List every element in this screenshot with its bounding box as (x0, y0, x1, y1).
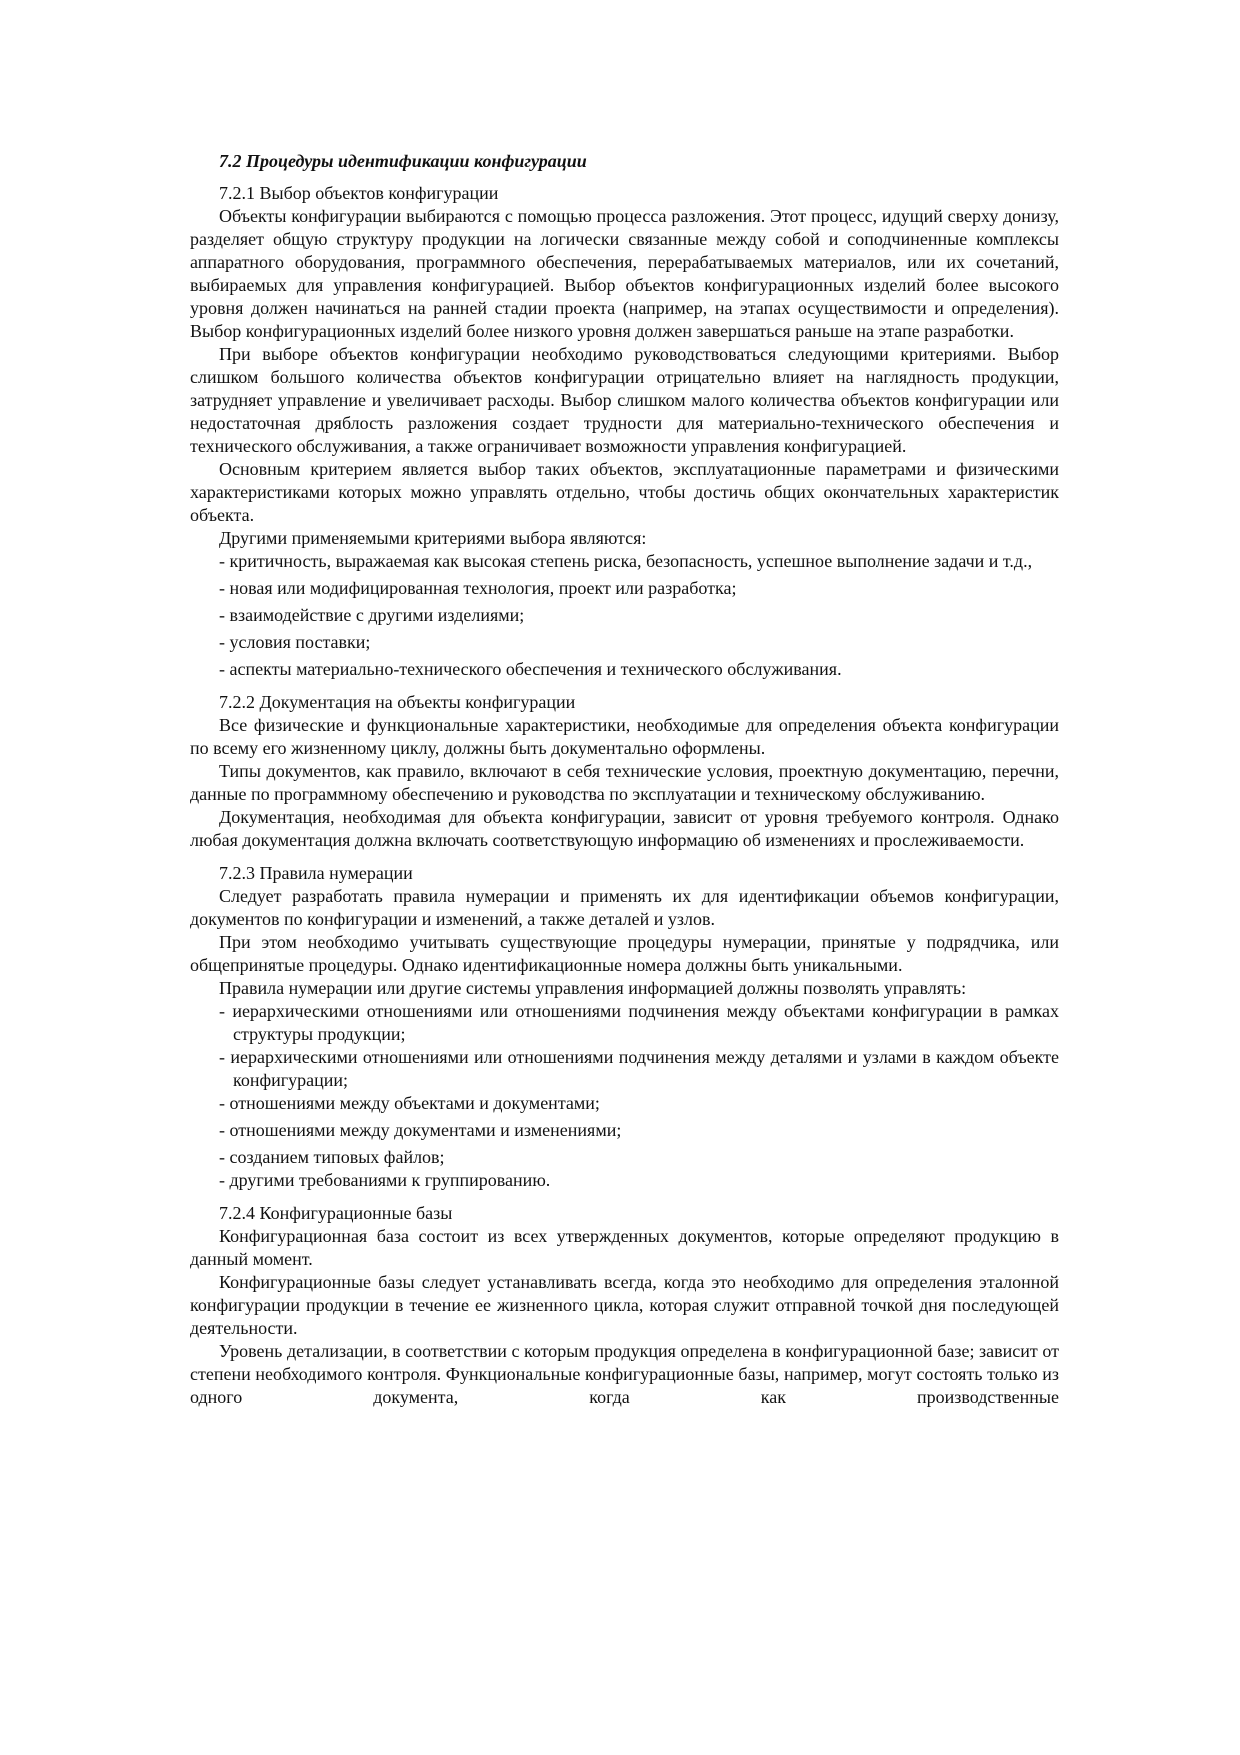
paragraph: Объекты конфигурации выбираются с помощью процесса разложения. Этот процесс, идущий сверху донизу, разделяет общую структуру продукции на логически связанные между собой и соподчиненные комплексы аппаратного оборудования, программного обеспечения, перерабатываемых материалов, или их сочетаний, выбираемых для управления конфигурацией. Выбор объектов конфигурационных изделий более высокого уровня должен начинаться на ранней стадии проекта (например, на этапах осуществимости и определения). Выбор конфигурационных изделий более низкого уровня должен завершаться раньше на этапе разработки. (190, 206, 1059, 341)
paragraph: При выборе объектов конфигурации необходимо руководствоваться следующими критериями. Выбор слишком большого количества объектов конфигурации отрицательно влияет на наглядность продукции, затрудняет управление и увеличивает расходы. Выбор слишком малого количества объектов конфигурации или недостаточная дряблость разложения создает трудности для материально-технического обеспечения и технического обслуживания, а также ограничивает возможности управления конфигурацией. (190, 344, 1059, 456)
paragraph: Конфигурационные базы следует устанавливать всегда, когда это необходимо для определения эталонной конфигурации продукции в течение ее жизненного цикла, которая служит отправной точкой дня последующей деятельности. (190, 1272, 1059, 1338)
list-item: - отношениями между объектами и документами; (219, 1093, 600, 1113)
section-title: 7.2 Процедуры идентификации конфигурации (219, 151, 587, 171)
paragraph: Конфигурационная база состоит из всех утвержденных документов, которые определяют продукцию в данный момент. (190, 1226, 1059, 1269)
list-item: - аспекты материально-технического обеспечения и технического обслуживания. (219, 659, 842, 679)
subsection-heading-7-2-3: 7.2.3 Правила нумерации (219, 863, 413, 883)
list-item: - другими требованиями к группированию. (219, 1170, 551, 1190)
paragraph: Правила нумерации или другие системы управления информацией должны позволять управлять: (219, 978, 967, 998)
paragraph: Уровень детализации, в соответствии с которым продукция определена в конфигурационной базе; зависит от степени необходимого контроля. Функциональные конфигурационные базы, например, могут состоять только из одного документа, когда как производственные (190, 1341, 1059, 1407)
paragraph: Документация, необходимая для объекта конфигурации, зависит от уровня требуемого контроля. Однако любая документация должна включать соответствующую информацию об изменениях и прослеживаемости. (190, 807, 1059, 850)
paragraph: Другими применяемыми критериями выбора являются: (219, 528, 647, 548)
paragraph: Типы документов, как правило, включают в себя технические условия, проектную документацию, перечни, данные по программному обеспечению и руководства по эксплуатации и техническому обслуживанию. (190, 761, 1059, 804)
list-item: - иерархическими отношениями или отношениями подчинения между объектами конфигурации в рамках структуры продукции; (219, 1001, 1059, 1044)
paragraph: Основным критерием является выбор таких объектов, эксплуатационные параметрами и физическими характеристиками которых можно управлять отдельно, чтобы достичь общих окончательных характеристик объекта. (190, 459, 1059, 525)
subsection-heading-7-2-2: 7.2.2 Документация на объекты конфигурации (219, 692, 576, 712)
paragraph: Все физические и функциональные характеристики, необходимые для определения объекта конфигурации по всему его жизненному циклу, должны быть документально оформлены. (190, 715, 1059, 758)
criteria-list (190, 550, 1059, 681)
list-item: - отношениями между документами и изменениями; (219, 1120, 622, 1140)
list-item: - критичность, выражаемая как высокая степень риска, безопасность, успешное выполнение задачи и т.д., (219, 551, 1033, 571)
paragraph: Следует разработать правила нумерации и применять их для идентификации объемов конфигурации, документов по конфигурации и изменений, а также деталей и узлов. (190, 886, 1059, 929)
list-item: - новая или модифицированная технология, проект или разработка; (219, 578, 737, 598)
list-item: - иерархическими отношениями или отношениями подчинения между деталями и узлами в каждом объекте конфигурации; (219, 1047, 1059, 1090)
list-item: - условия поставки; (219, 632, 371, 652)
paragraph: При этом необходимо учитывать существующие процедуры нумерации, принятые у подрядчика, или общепринятые процедуры. Однако идентификационные номера должны быть уникальными. (190, 932, 1059, 975)
list-item: - созданием типовых файлов; (219, 1147, 445, 1167)
document-page (190, 150, 1059, 1409)
subsection-heading-7-2-1: 7.2.1 Выбор объектов конфигурации (219, 183, 499, 203)
subsection-heading-7-2-4: 7.2.4 Конфигурационные базы (219, 1203, 453, 1223)
numbering-list (190, 1000, 1059, 1192)
list-item: - взаимодействие с другими изделиями; (219, 605, 525, 625)
